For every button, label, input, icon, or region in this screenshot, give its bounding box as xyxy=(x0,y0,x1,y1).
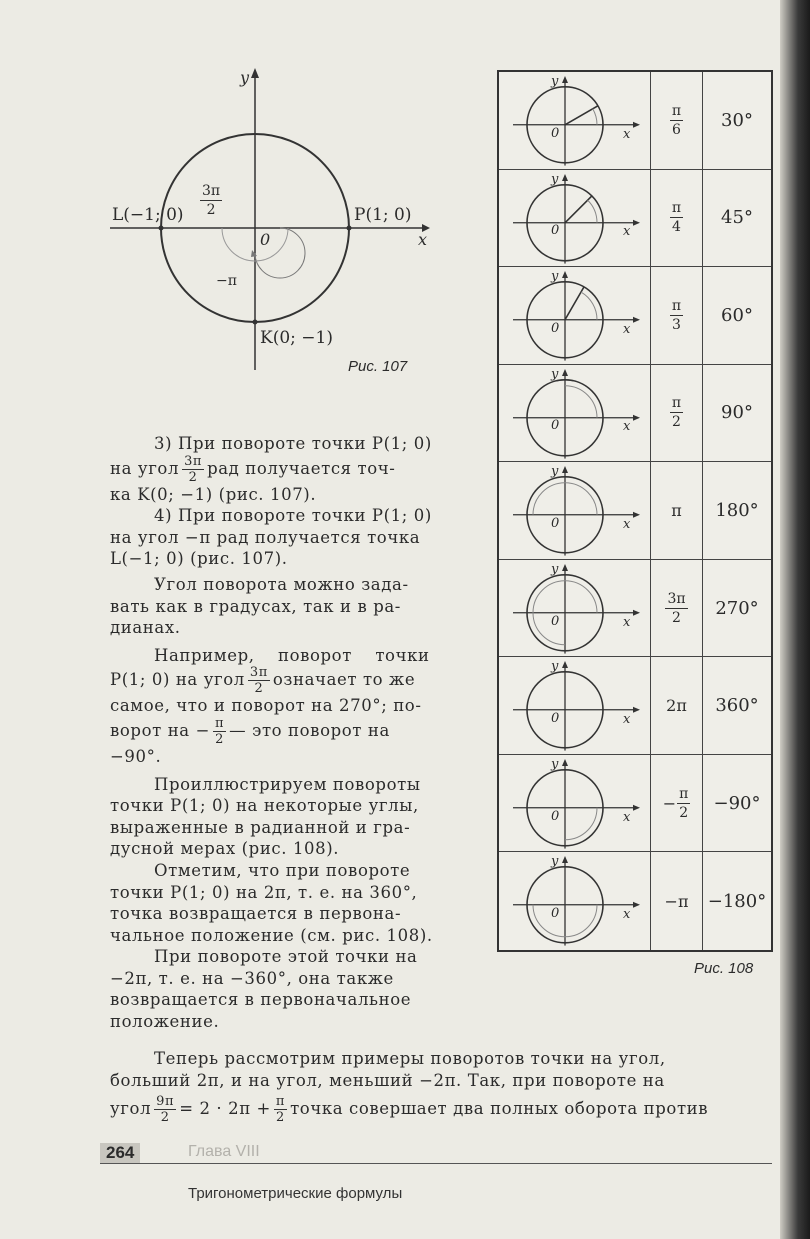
degree-cell: 180° xyxy=(715,499,759,521)
table-row xyxy=(499,755,771,853)
y-axis-label: y xyxy=(551,464,559,480)
x-axis-label: x xyxy=(623,907,631,923)
para-6-line2: P(1; 0) на угол $\frac{3\pi}{2}$ означает то же xyxy=(110,665,416,697)
degree-cell: −180° xyxy=(707,890,767,912)
rotation-figure-cell xyxy=(499,365,651,462)
degree-cell: 30° xyxy=(721,109,753,131)
main-text-column xyxy=(110,433,462,1033)
origin-label: 0 xyxy=(551,125,560,141)
rotation-diagram xyxy=(499,755,649,853)
chapter-label: Глава VIII xyxy=(188,1143,260,1160)
degree-cell: 90° xyxy=(721,402,753,424)
rotation-figure-cell xyxy=(499,755,651,852)
x-axis-label: x xyxy=(623,126,631,142)
para-9-line2: −2π, т. е. на −360°, она также xyxy=(110,968,394,988)
origin-label: 0 xyxy=(551,808,560,824)
x-axis-label: x xyxy=(623,321,631,337)
para-5-line3: дианах. xyxy=(110,618,181,638)
radian-cell xyxy=(651,755,703,852)
para-4-line3: L(−1; 0) (рис. 107). xyxy=(110,549,288,569)
table-row xyxy=(499,72,771,170)
y-axis-label: y xyxy=(551,756,559,772)
para-6-line3: самое, что и поворот на 270°; по- xyxy=(110,696,422,716)
y-axis-label: y xyxy=(551,74,559,89)
x-axis-label: x xyxy=(623,614,631,630)
rotation-figure-cell xyxy=(499,72,651,169)
rotation-figure-cell xyxy=(499,852,651,950)
degree-cell: 60° xyxy=(721,304,753,326)
para-8-line4: чальное положение (см. рис. 108). xyxy=(110,925,433,945)
para-3-line3: ка K(0; −1) (рис. 107). xyxy=(110,484,317,504)
frac-3pi-2: $\frac{3\pi}{2}$ xyxy=(184,453,203,485)
para-3-line2: на угол $\frac{3\pi}{2}$ рад получается точ- xyxy=(110,453,396,485)
rotation-diagram xyxy=(499,170,649,268)
para-4-line2: на угол −π рад получается точка xyxy=(110,527,421,547)
y-axis-label: y xyxy=(551,659,559,675)
point-P xyxy=(347,226,352,231)
table-row xyxy=(499,657,771,755)
para-8-line3: точка возвращается в первона- xyxy=(110,904,402,924)
angle-minus-pi: −π xyxy=(216,273,237,289)
origin-label: 0 xyxy=(551,320,560,336)
radian-cell xyxy=(651,170,703,267)
point-K xyxy=(253,320,258,325)
rotation-diagram xyxy=(499,657,649,755)
para-6-line4: ворот на − $\frac{\pi}{2}$ — это поворот на xyxy=(110,715,390,747)
fig107-origin-label: 0 xyxy=(260,230,271,249)
radian-cell xyxy=(651,365,703,462)
x-axis-label: x xyxy=(623,516,631,532)
fig107-y-label: y xyxy=(240,68,250,87)
rotation-figure-cell xyxy=(499,462,651,559)
origin-label: 0 xyxy=(551,613,560,629)
radian-fraction: $\frac{\pi}{2}$ xyxy=(671,395,682,431)
label-K: K(0; −1) xyxy=(260,328,333,348)
y-axis-label: y xyxy=(551,171,559,187)
para-8-line2: точки P(1; 0) на 2π, т. е. на 360°, xyxy=(110,882,418,902)
para-10-line2: больший 2π, и на угол, меньший −2π. Так, при повороте на xyxy=(110,1070,665,1090)
table-row xyxy=(499,267,771,365)
angle-3pi-over-2: $\frac{3\pi}{2}$ xyxy=(202,183,221,218)
radian-fraction: $\frac{\pi}{3}$ xyxy=(671,297,682,333)
x-axis-label: x xyxy=(623,419,631,435)
para-8-line1: Отметим, что при повороте xyxy=(154,860,411,880)
rotation-diagram xyxy=(499,462,649,560)
para-6-line1: Например, поворот точки xyxy=(154,645,430,665)
origin-label: 0 xyxy=(551,515,560,531)
origin-label: 0 xyxy=(551,711,560,727)
radian-cell xyxy=(651,72,703,169)
para-6-line5: −90°. xyxy=(110,746,162,766)
para-9-line1: При повороте этой точки на xyxy=(154,947,418,967)
radian-cell: −π xyxy=(651,852,703,950)
radian-fraction: $\frac{\pi}{2}$ xyxy=(679,785,689,821)
rotation-diagram xyxy=(499,267,649,365)
radian-cell: 2π xyxy=(651,657,703,754)
page-number: 264 xyxy=(100,1143,140,1163)
para-7-line3: выраженные в радианной и гра- xyxy=(110,817,411,837)
rotation-diagram xyxy=(499,72,649,170)
rotation-figure-cell xyxy=(499,170,651,267)
radian-cell xyxy=(651,267,703,364)
y-axis-label: y xyxy=(551,854,559,870)
para-10-line1: Теперь рассмотрим примеры поворотов точки на угол, xyxy=(154,1049,666,1068)
y-axis-label: y xyxy=(551,366,559,382)
para-7-line1: Проиллюстрируем повороты xyxy=(154,774,421,794)
label-L: L(−1; 0) xyxy=(112,205,184,225)
fig108-caption: Рис. 108 xyxy=(694,960,754,977)
para-5-line2: вать как в градусах, так и в ра- xyxy=(110,596,401,616)
para-9-line4: положение. xyxy=(110,1012,220,1032)
rotation-figure-cell xyxy=(499,657,651,754)
x-axis-label: x xyxy=(623,224,631,240)
figure-107 xyxy=(100,60,440,380)
degree-cell: 45° xyxy=(721,207,753,229)
radian-fraction: $\frac{\pi}{4}$ xyxy=(671,200,682,236)
page-edge-shadow xyxy=(780,0,810,1239)
para-7-line4: дусной мерах (рис. 108). xyxy=(110,839,340,859)
chapter-subtitle: Тригонометрические формулы xyxy=(188,1185,403,1202)
point-L xyxy=(159,226,164,231)
degree-cell: 270° xyxy=(715,597,759,619)
y-axis-label: y xyxy=(551,269,559,285)
fig107-caption: Рис. 107 xyxy=(348,358,408,375)
rotation-figure-cell xyxy=(499,267,651,364)
full-width-text xyxy=(110,1048,772,1124)
radian-fraction: $\frac{\pi}{6}$ xyxy=(671,102,682,138)
origin-label: 0 xyxy=(551,223,560,239)
para-9-line3: возвращается в первоначальное xyxy=(110,990,412,1010)
para-10-line3: угол $\frac{9\pi}{2}$ = 2 · 2π + $\frac{\pi}{2}$ точка совершает два полных оборота против xyxy=(110,1094,709,1126)
rotation-diagram xyxy=(499,365,649,463)
arc-arrow xyxy=(251,250,257,257)
origin-label: 0 xyxy=(551,906,560,922)
para-5-line1: Угол поворота можно зада- xyxy=(154,574,409,594)
table-row xyxy=(499,852,771,950)
table-row xyxy=(499,170,771,268)
rotation-diagram xyxy=(499,560,649,658)
x-axis-label: x xyxy=(623,809,631,825)
footer-divider xyxy=(100,1163,772,1164)
origin-label: 0 xyxy=(551,418,560,434)
radian-cell: π xyxy=(651,462,703,559)
x-axis-label: x xyxy=(623,712,631,728)
rotation-diagram xyxy=(499,852,649,950)
figure-108-table xyxy=(497,70,773,952)
rotation-figure-cell xyxy=(499,560,651,657)
para-7-line2: точки P(1; 0) на некоторые углы, xyxy=(110,796,419,816)
table-row xyxy=(499,560,771,658)
para-3-line1: 3) При повороте точки P(1; 0) xyxy=(154,434,432,453)
minus-sign: − xyxy=(662,793,677,813)
fig107-x-label: x xyxy=(418,230,428,249)
label-P: P(1; 0) xyxy=(354,205,412,225)
degree-cell: 360° xyxy=(715,695,759,717)
radian-cell xyxy=(651,560,703,657)
para-4-line1: 4) При повороте точки P(1; 0) xyxy=(154,506,432,526)
degree-cell: −90° xyxy=(713,792,761,814)
y-axis-arrow xyxy=(251,68,259,78)
table-row xyxy=(499,462,771,560)
y-axis-label: y xyxy=(551,561,559,577)
radian-fraction: $\frac{3\pi}{2}$ xyxy=(667,590,686,626)
table-row xyxy=(499,365,771,463)
